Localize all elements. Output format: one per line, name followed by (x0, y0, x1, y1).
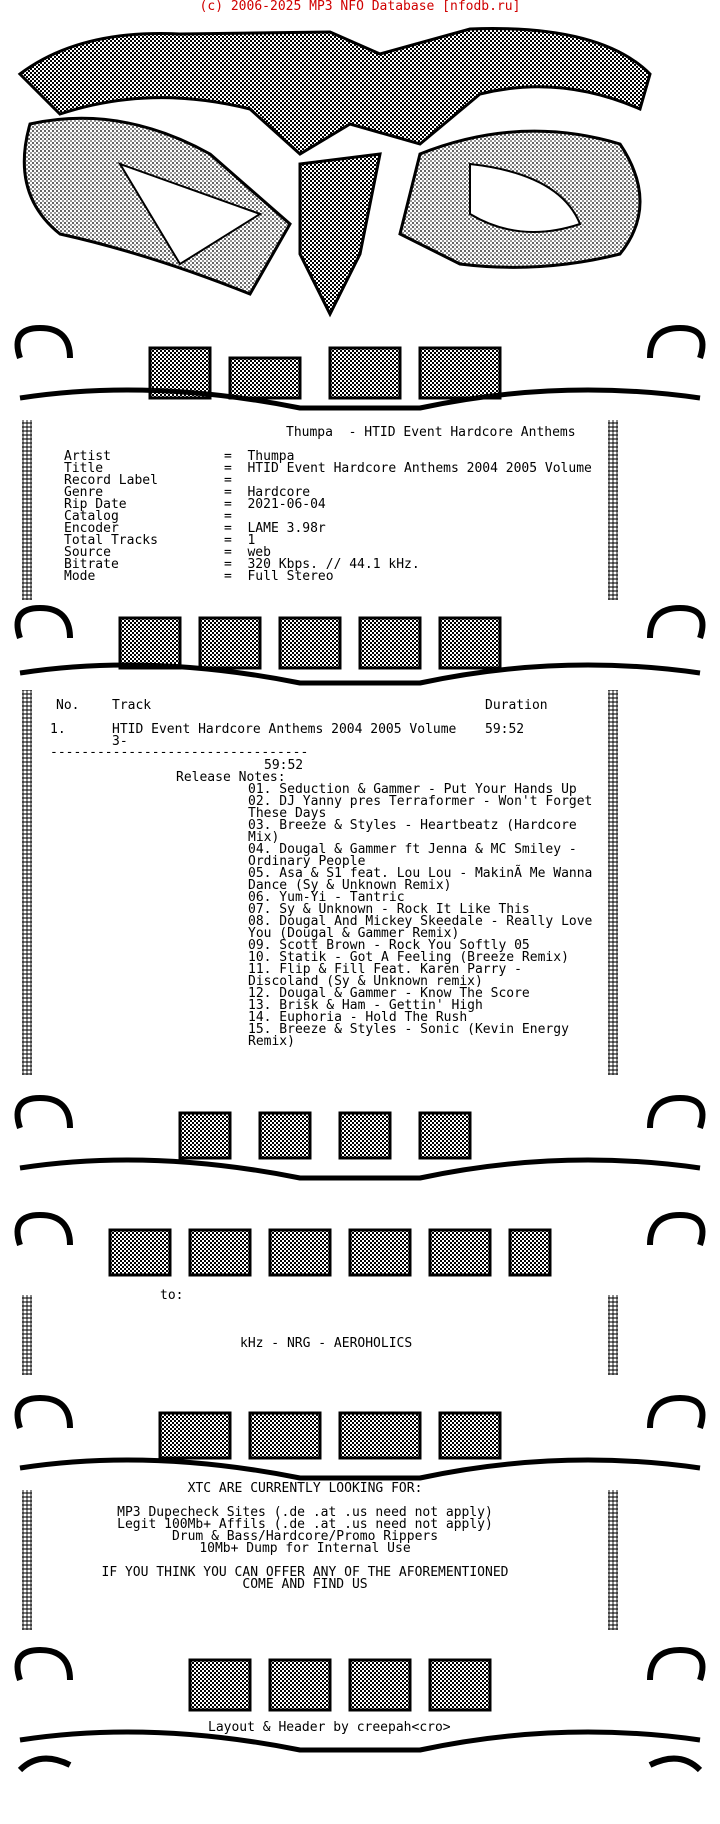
info-value: Full Stereo (247, 569, 334, 584)
track-no: 1. (50, 722, 66, 737)
info-logo-art (0, 318, 720, 428)
news-line: IF YOU THINK YOU CAN OFFER ANY OF THE AFOREMENTIONED (101, 1565, 509, 1580)
left-border (22, 420, 32, 600)
release-note-line: 08. Dougal And Mickey Skeedale - Really Love (248, 914, 593, 929)
info-equals: = (224, 557, 248, 572)
info-value: web (247, 545, 271, 560)
xtc-logo-art (0, 14, 720, 334)
copyright-banner: (c) 2006-2025 MP3 NFO Database [nfodb.ru] (199, 0, 521, 14)
info-label: Title (64, 461, 104, 476)
news-line: COME AND FIND US (242, 1577, 368, 1592)
release-note-line: 14. Euphoria - Hold The Rush (248, 1010, 468, 1025)
info-equals: = (224, 509, 248, 524)
info-value: LAME 3.98r (247, 521, 326, 536)
right-border (608, 1295, 618, 1375)
info-label: Record Label (64, 473, 158, 488)
left-border (22, 690, 32, 1075)
release-note-line: 01. Seduction & Gammer - Put Your Hands Up (248, 782, 577, 797)
release-note-line: 11. Flip & Fill Feat. Karen Parry - (248, 962, 522, 977)
news-line: 10Mb+ Dump for Internal Use (199, 1541, 411, 1556)
news-line: XTC ARE CURRENTLY LOOKING FOR: (187, 1481, 423, 1496)
track-duration: 59:52 (485, 722, 525, 737)
info-label: Encoder (64, 521, 119, 536)
info-label: Rip Date (64, 497, 127, 512)
release-note-line: 07. Sy & Unknown - Rock It Like This (248, 902, 530, 917)
credits: Layout & Header by creepah<cro> (208, 1720, 451, 1735)
info-equals: = (224, 497, 248, 512)
info-value: HTID Event Hardcore Anthems 2004 2005 Volume (247, 461, 592, 476)
release-note-line: 12. Dougal & Gammer - Know The Score (248, 986, 530, 1001)
right-border (608, 690, 618, 1075)
info-equals: = (224, 485, 248, 500)
right-border (608, 420, 618, 600)
release-note-line: 06. Yum-Yi - Tantric (248, 890, 405, 905)
info-value: Hardcore (247, 485, 311, 500)
release-info (64, 451, 592, 583)
news-text (0, 1483, 610, 1591)
info-value: Thumpa (247, 449, 295, 464)
info-label: Source (64, 545, 111, 560)
info-equals: = (224, 473, 248, 488)
release-title: Thumpa - HTID Event Hardcore Anthems (286, 425, 576, 440)
info-equals: = (224, 449, 248, 464)
release-note-line: Remix) (248, 1034, 295, 1049)
shouts-logo-art (0, 1200, 720, 1303)
release-note-line: 03. Breeze & Styles - Heartbeatz (Hardcore (248, 818, 577, 833)
news-line: Legit 100Mb+ Affils (.de .at .us need not apply) (117, 1517, 493, 1532)
release-notes-label: Release Notes: (176, 770, 286, 785)
tracks-logo-art (0, 588, 720, 698)
info-label: Mode (64, 569, 96, 584)
news-logo-art (0, 1378, 720, 1488)
total-time: 59:52 (264, 758, 304, 773)
release-note-line: 05. Asa & S1 feat. Lou Lou - MakinÃ Me Wanna (248, 866, 593, 881)
news-line: MP3 Dupecheck Sites (.de .at .us need not apply) (117, 1505, 493, 1520)
info-value: 1 (247, 533, 256, 548)
col-no-header: No. (56, 698, 80, 713)
release-note-line: Dance (Sy & Unknown Remix) (248, 878, 452, 893)
release-note-line: Ordinary People (248, 854, 366, 869)
release-note-line: 04. Dougal & Gammer ft Jenna & MC Smiley - (248, 842, 577, 857)
info-label: Bitrate (64, 557, 119, 572)
separator: --------------------------------- (50, 745, 309, 760)
release-note-line: 02. DJ Yanny pres Terraformer - Won't Forget (248, 794, 593, 809)
release-note-line: 15. Breeze & Styles - Sonic (Kevin Energy (248, 1022, 569, 1037)
info-row (64, 571, 592, 583)
greets-line: kHz - NRG - AEROHOLICS (240, 1336, 413, 1351)
info-row (64, 487, 592, 499)
info-equals: = (224, 569, 248, 584)
release-note-line: Mix) (248, 830, 280, 845)
info-row (64, 511, 592, 523)
news-line: Drum & Bass/Hardcore/Promo Rippers (171, 1529, 439, 1544)
left-border (22, 1295, 32, 1375)
list-logo-art (0, 1078, 720, 1188)
release-notes (248, 784, 592, 1048)
info-equals: = (224, 533, 248, 548)
info-equals: = (224, 545, 248, 560)
col-track-header: Track (112, 698, 152, 713)
track-title: HTID Event Hardcore Anthems 2004 2005 Volume (112, 722, 457, 737)
greets-to: to: (160, 1288, 184, 1303)
info-label: Total Tracks (64, 533, 158, 548)
release-note-line: These Days (248, 806, 327, 821)
info-value: 2021-06-04 (247, 497, 326, 512)
info-equals: = (224, 461, 248, 476)
release-note-line: 09. Scott Brown - Rock You Softly 05 (248, 938, 530, 953)
info-value: 320 Kbps. // 44.1 kHz. (247, 557, 420, 572)
release-note-line: 10. Statik - Got A Feeling (Breeze Remix) (248, 950, 569, 965)
col-duration-header: Duration (485, 698, 548, 713)
nfo-logo-art (0, 1630, 720, 1780)
info-row (64, 535, 592, 547)
track-title-cont: 3- (112, 734, 128, 749)
info-label: Catalog (64, 509, 119, 524)
release-note-line: Discoland (Sy & Unknown remix) (248, 974, 483, 989)
info-label: Genre (64, 485, 104, 500)
release-note-line: 13. Brisk & Ham - Gettin' High (248, 998, 483, 1013)
info-equals: = (224, 521, 248, 536)
info-row (64, 499, 592, 511)
release-note-line: You (Dougal & Gammer Remix) (248, 926, 460, 941)
info-row (64, 475, 592, 487)
info-label: Artist (64, 449, 111, 464)
